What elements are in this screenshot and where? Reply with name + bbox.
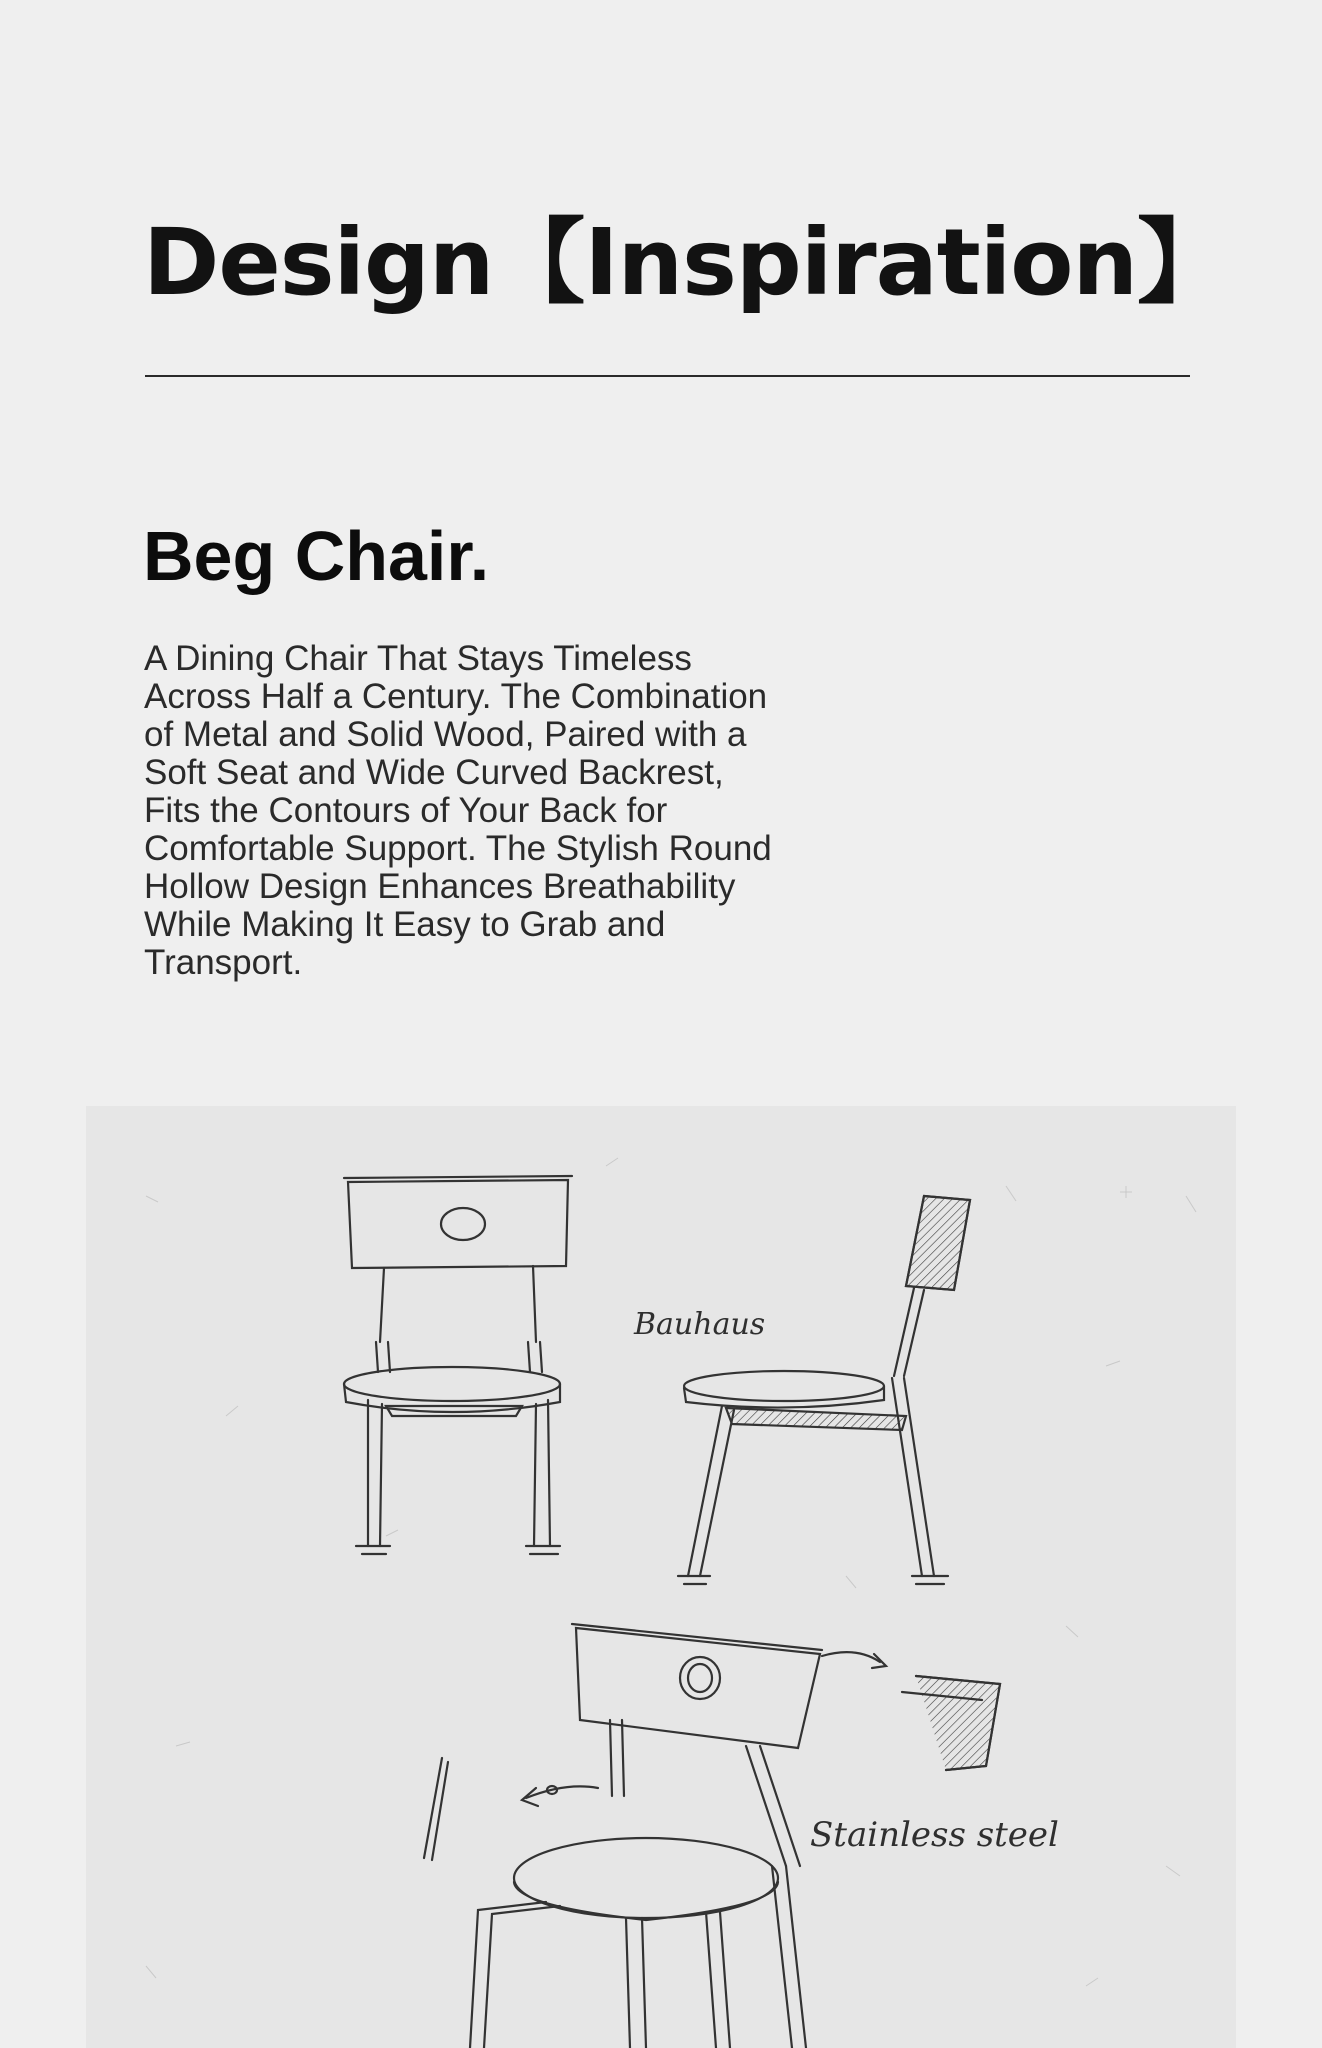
chair-side-sketch bbox=[678, 1196, 970, 1584]
chair-front-sketch bbox=[344, 1176, 572, 1554]
sketch-label-bauhaus: Bauhaus bbox=[634, 1307, 766, 1342]
title-divider bbox=[145, 375, 1190, 377]
chair-sketch-image bbox=[86, 1106, 1236, 2048]
sketch-label-stainless-steel: Stainless steel bbox=[810, 1815, 1059, 1855]
page-title: Design【Inspiration】 bbox=[143, 209, 1228, 316]
paper-texture bbox=[146, 1158, 1196, 1986]
product-name: Beg Chair. bbox=[143, 517, 490, 595]
chair-sketch-drawing bbox=[86, 1106, 1236, 2048]
product-description: A Dining Chair That Stays Timeless Across Half a Century. The Combination of Metal and Solid Wood, Paired with a Soft Seat and Wide Curved Backrest, Fits the Contours of Your Back for Comfortable Support. The Stylish Round Hollow Design Enhances Breathability While Making It Easy to Grab and Transport. bbox=[144, 639, 772, 982]
